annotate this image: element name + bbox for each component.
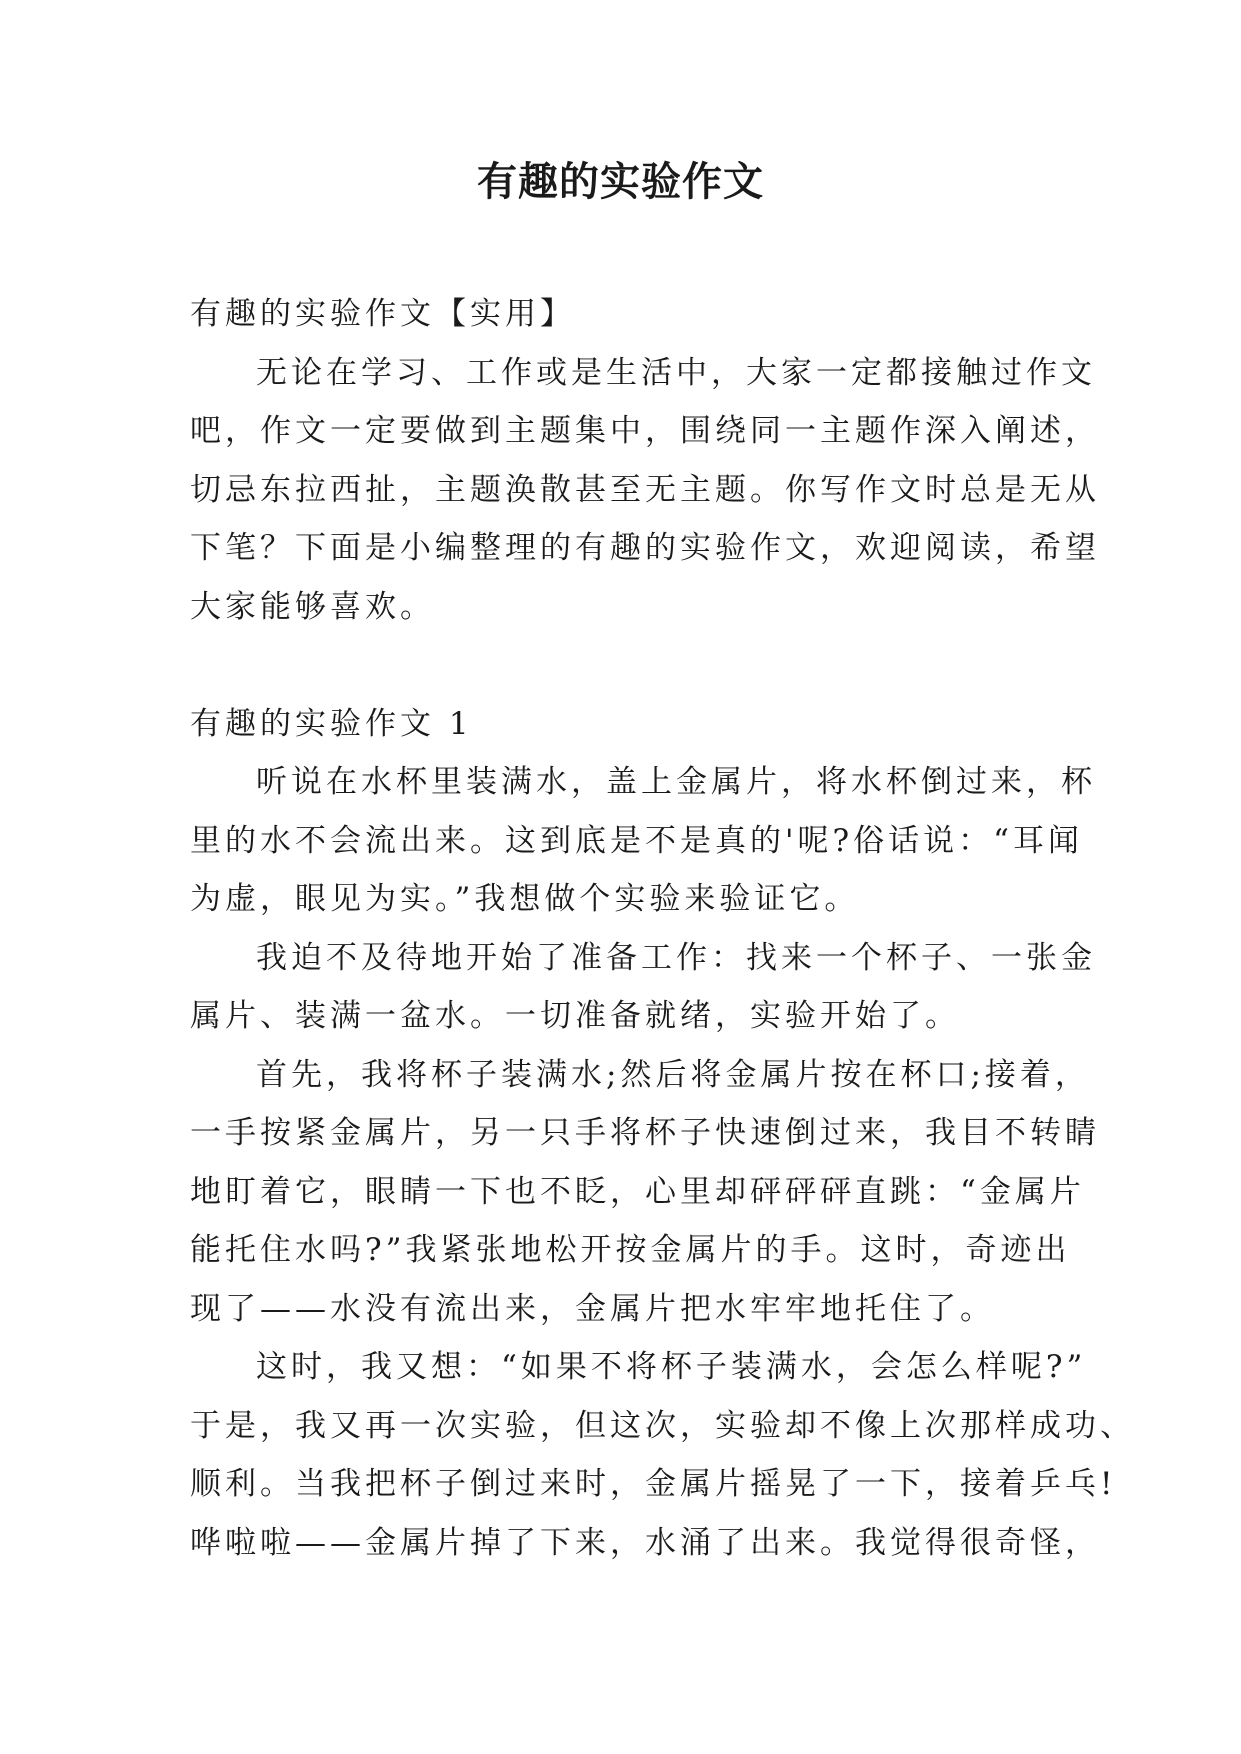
paragraph-gap [190,636,1060,695]
paragraph-line: 切忌东拉西扯，主题涣散甚至无主题。你写作文时总是无从 [190,471,1100,508]
paragraph-line: 这时，我又想：“如果不将杯子装满水，会怎么样呢?” [256,1349,1087,1385]
paragraph-line: 大家能够喜欢。 [190,588,435,625]
section-heading: 有趣的实验作文 1 [190,705,473,742]
paragraph-line: 听说在水杯里装满水，盖上金属片，将水杯倒过来，杯 [256,764,1096,800]
document-body [190,285,1135,1572]
paragraph-line: 地盯着它，眼睛一下也不眨，心里却砰砰砰直跳：“金属片 [190,1173,1085,1210]
paragraph-line: 属片、装满一盆水。一切准备就绪，实验开始了。 [190,998,960,1034]
paragraph-line: 里的水不会流出来。这到底是不是真的'呢?俗话说：“耳闻 [190,822,1083,859]
document-title: 有趣的实验作文 [477,158,764,205]
section-heading: 有趣的实验作文【实用】 [190,296,575,332]
paragraph-line: 为虚，眼见为实。”我想做个实验来验证它。 [190,881,860,917]
paragraph-line: 于是，我又再一次实验，但这次，实验却不像上次那样成功、 [190,1407,1135,1444]
paragraph-line: 现了——水没有流出来，金属片把水牢牢地托住了。 [190,1290,995,1327]
paragraph-line: 顺利。当我把杯子倒过来时，金属片摇晃了一下，接着乒乓! [190,1466,1117,1502]
paragraph-line: 能托住水吗?”我紧张地松开按金属片的手。这时，奇迹出 [190,1232,1071,1268]
paragraph-line: 无论在学习、工作或是生活中，大家一定都接触过作文 [256,354,1096,391]
paragraph-line: 哗啦啦——金属片掉了下来，水涌了出来。我觉得很奇怪， [190,1524,1100,1561]
paragraph-line: 首先，我将杯子装满水;然后将金属片按在杯口;接着， [256,1056,1090,1093]
paragraph-line: 我迫不及待地开始了准备工作：找来一个杯子、一张金 [256,939,1096,976]
paragraph-line: 一手按紧金属片，另一只手将杯子快速倒过来，我目不转睛 [190,1115,1100,1151]
paragraph-line: 吧，作文一定要做到主题集中，围绕同一主题作深入阐述， [190,413,1100,449]
paragraph-line: 下笔？下面是小编整理的有趣的实验作文，欢迎阅读，希望 [190,530,1100,566]
